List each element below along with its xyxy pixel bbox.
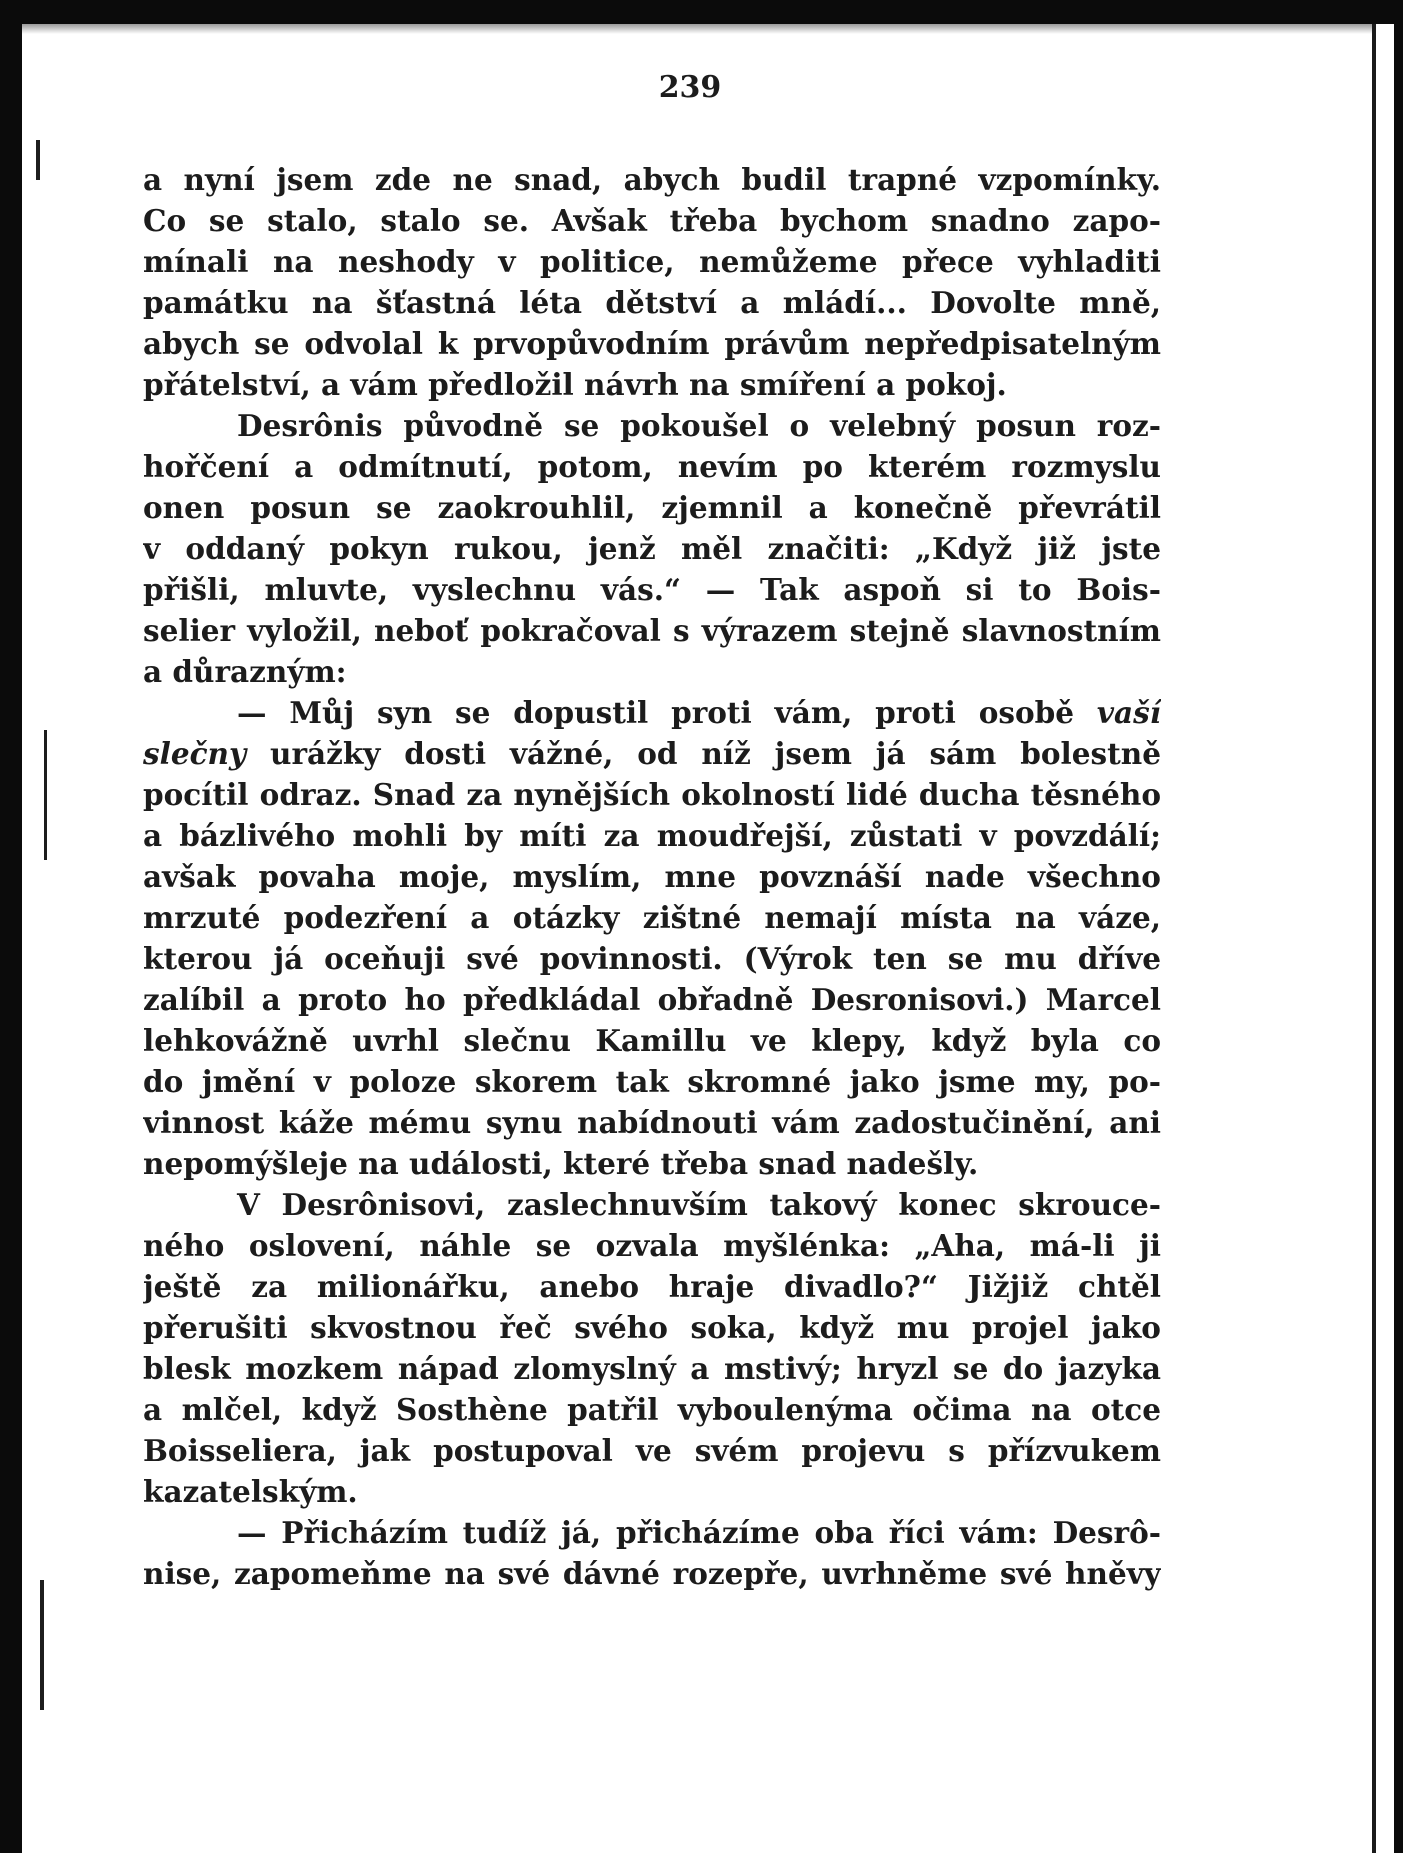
text-line: ještě za milionářku, anebo hraje divadlo?“ Jižjiž chtěl bbox=[143, 1269, 1161, 1304]
scan-border-top bbox=[0, 0, 1403, 24]
scan-edge-mark bbox=[40, 1580, 44, 1710]
text-line: mínali na neshody v politice, nemůžeme přece vyhladiti bbox=[143, 244, 1161, 279]
text-line: a mlčel, když Sosthène patřil vyboulenýma očima na otce bbox=[143, 1392, 1161, 1427]
text-line: Desrônis původně se pokoušel o velebný posun roz- bbox=[237, 408, 1161, 443]
scan-border-left bbox=[0, 0, 22, 1853]
text-line: a nyní jsem zde ne snad, abych budil trapné vzpomínky. bbox=[143, 162, 1161, 197]
text-line: — Přicházím tudíž já, přicházíme oba říci vám: Desrô- bbox=[237, 1515, 1161, 1550]
text-line bbox=[143, 692, 1161, 733]
italic-text: slečny bbox=[143, 736, 247, 771]
page-number: 239 bbox=[658, 70, 722, 105]
text-line bbox=[143, 733, 1161, 774]
scan-edge-mark bbox=[36, 140, 40, 180]
text-line: abych se odvolal k prvopůvodním právům nepředpisatelným bbox=[143, 326, 1161, 361]
text-line: mrzuté podezření a otázky zištné nemají místa na váze, bbox=[143, 900, 1161, 935]
text-line: onen posun se zaokrouhlil, zjemnil a konečně převrátil bbox=[143, 490, 1161, 525]
text-line: nise, zapomeňme na své dávné rozepře, uvrhněme své hněvy bbox=[143, 1556, 1161, 1591]
text-line: kazatelským. bbox=[143, 1474, 358, 1509]
text-line: selier vyložil, neboť pokračoval s výrazem stejně slavnostním bbox=[143, 613, 1161, 648]
text-line: blesk mozkem nápad zlomyslný a mstivý; hryzl se do jazyka bbox=[143, 1351, 1161, 1386]
text-line: a důrazným: bbox=[143, 654, 347, 689]
text-line: lehkovážně uvrhl slečnu Kamillu ve klepy, když byla co bbox=[143, 1023, 1161, 1058]
text-span: urážky dosti vážné, od níž jsem já sám bolestně bbox=[270, 736, 1161, 771]
text-line: vinnost káže mému synu nabídnouti vám zadostučinění, ani bbox=[143, 1105, 1161, 1140]
text-line: hořčení a odmítnutí, potom, nevím po kterém rozmyslu bbox=[143, 449, 1161, 484]
italic-text: vaší bbox=[1096, 695, 1161, 730]
text-line: Boisseliera, jak postupoval ve svém projevu s přízvukem bbox=[143, 1433, 1161, 1468]
text-line: kterou já oceňuji své povinnosti. (Výrok ten se mu dříve bbox=[143, 941, 1161, 976]
scan-edge-mark bbox=[44, 730, 47, 860]
text-span: — Můj syn se dopustil proti vám, proti osobě bbox=[237, 695, 1075, 730]
text-line: přátelství, a vám předložil návrh na smíření a pokoj. bbox=[143, 367, 1007, 402]
text-line: Co se stalo, stalo se. Avšak třeba bychom snadno zapo- bbox=[143, 203, 1161, 238]
text-line: zalíbil a proto ho předkládal obřadně Desronisovi.) Marcel bbox=[143, 982, 1161, 1017]
text-line: a bázlivého mohli by míti za moudřejší, zůstati v povzdálí; bbox=[143, 818, 1161, 853]
body-text bbox=[143, 159, 1161, 1594]
scan-border-right-strip bbox=[1372, 24, 1376, 1853]
text-line: do jmění v poloze skorem tak skromné jako jsme my, po- bbox=[143, 1064, 1161, 1099]
text-line: nepomýšleje na události, které třeba snad nadešly. bbox=[143, 1146, 979, 1181]
text-line: avšak povaha moje, myslím, mne povznáší nade všechno bbox=[143, 859, 1161, 894]
scan-border-right bbox=[1394, 0, 1403, 1853]
text-line: přerušiti skvostnou řeč svého soka, když mu projel jako bbox=[143, 1310, 1161, 1345]
text-line: pocítil odraz. Snad za nynějších okolností lidé ducha těsného bbox=[143, 777, 1161, 812]
text-line: přišli, mluvte, vyslechnu vás.“ — Tak aspoň si to Bois- bbox=[143, 572, 1161, 607]
text-line: ného oslovení, náhle se ozvala myšlénka: „Aha, má-li ji bbox=[143, 1228, 1161, 1263]
text-line: V Desrônisovi, zaslechnuvším takový konec skrouce- bbox=[237, 1187, 1161, 1222]
text-line: v oddaný pokyn rukou, jenž měl značiti: „Když již jste bbox=[143, 531, 1161, 566]
scan-top-shadow bbox=[22, 24, 1372, 34]
text-line: památku na šťastná léta dětství a mládí... Dovolte mně, bbox=[143, 285, 1161, 320]
